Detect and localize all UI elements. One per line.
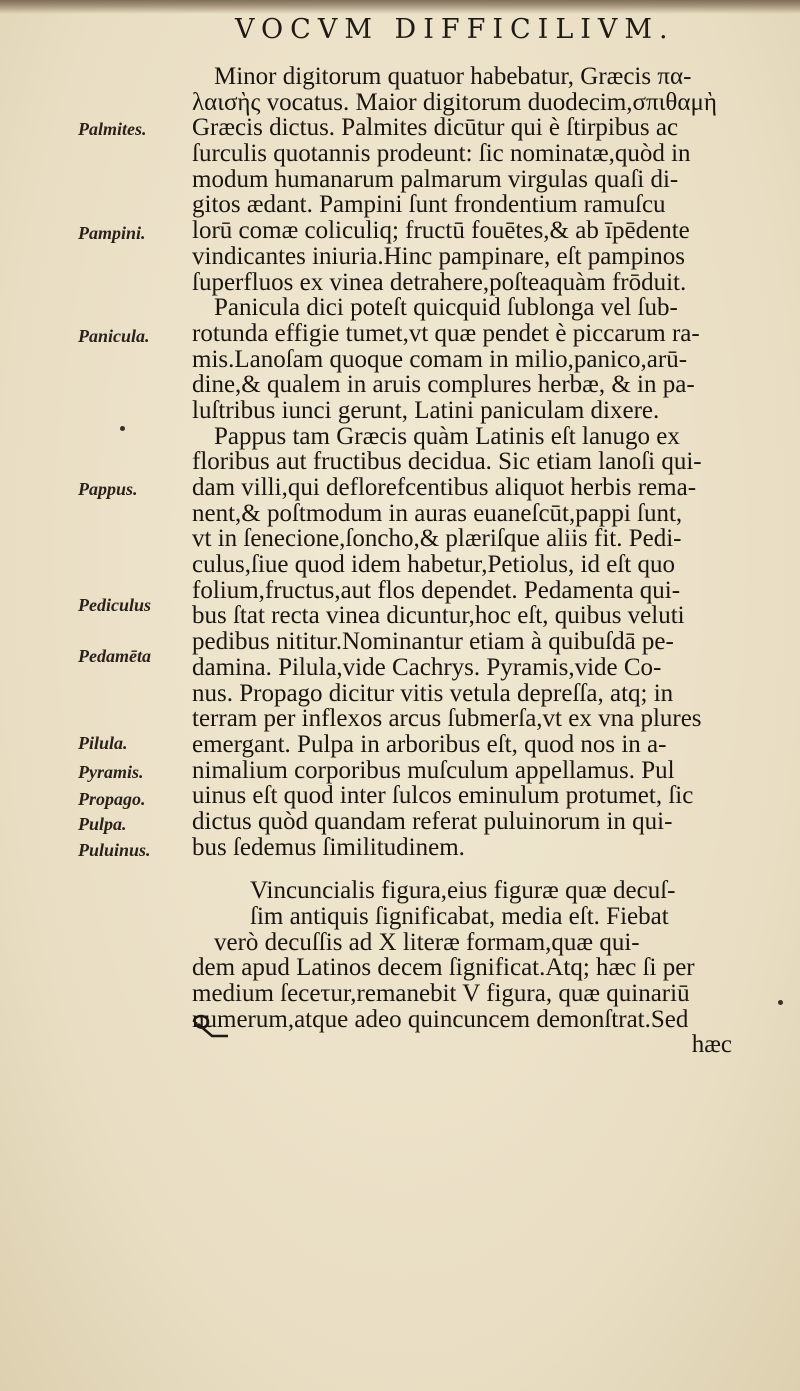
text-line: floribus aut fructibus decidua. Sic etiam lanoſi qui-: [192, 448, 702, 476]
running-head: VOCVM DIFFICILIVM.: [235, 14, 675, 45]
text-line: dam villi,qui deflorefcentibus aliquot herbis rema-: [192, 474, 697, 501]
text-line: nimalium corporibus muſculum appellamus. Pul: [192, 756, 675, 784]
text-line: verò decuſſis ad X literæ formam,quæ qui-: [214, 928, 640, 956]
paragraph-gap: [192, 860, 792, 878]
text-line: ſim antiquis ſignificabat, media eſt. Fiebat: [250, 903, 669, 930]
text-line: dem apud Latinos decem ſignificat.Atq; hæc ſi per: [192, 954, 695, 982]
text-line: Panicula dici poteſt quicquid ſublonga vel ſub-: [214, 294, 678, 322]
text-line: ſurculis quotannis prodeunt: ſic nominatæ,quòd in: [192, 140, 691, 168]
text-line: dine,& qualem in aruis complures herbæ, & in pa-: [192, 371, 695, 399]
text-line: mis.Lanoſam quoque comam in milio,panico,arū-: [192, 345, 688, 373]
text-line: ſuperfluos ex vinea detrahere,poſteaquàm frōduit.: [192, 268, 687, 296]
body-text: [192, 64, 792, 1058]
text-line: folium,fructus,aut flos dependet. Pedamenta qui-: [192, 576, 681, 604]
text-line: nent,& poſtmodum in auras euaneſcūt,pappi ſunt,: [192, 499, 683, 527]
text-line: lorū comæ coliculiq; fructū fouētes,& ab īpēdente: [192, 217, 690, 245]
text-line: rotunda effigie tumet,vt quæ pendet è piccarum ra-: [192, 319, 700, 347]
text-line: λαισὴς vocatus. Maior digitorum duodecim,σπιθαμὴ: [192, 88, 717, 116]
catchword: hæc: [691, 1031, 732, 1059]
text-line: nus. Propago dicitur vitis vetula depreſſa, atq; in: [192, 679, 674, 707]
margin-note-palmites: Palmites.: [78, 119, 147, 139]
text-line: bus ſedemus ſimilitudinem.: [192, 833, 465, 861]
margin-dot: [120, 426, 125, 431]
margin-note-pampini: Pampini.: [78, 223, 146, 243]
margin-note-pappus: Pappus.: [78, 479, 138, 499]
text-line: gitos ædant. Pampini ſunt frondentium ramuſcu: [192, 191, 666, 219]
text-line: vindicantes iniuria.Hinc pampinare, eſt pampinos: [192, 242, 685, 270]
text-line: bus ſtat recta vinea dicuntur,hoc eſt, quibus veluti: [192, 602, 685, 630]
text-line: vt in ſenecione,ſoncho,& plæriſque aliis fit. Pedi-: [192, 525, 682, 553]
margin-note-pulpa: Pulpa.: [78, 814, 127, 834]
text-line: damina. Pilula,vide Cachrys. Pyramis,vide Co-: [192, 653, 662, 681]
text-line: uinus eſt quod inter ſulcos eminulum protumet, ſic: [192, 782, 694, 810]
text-line: Pappus tam Græcis quàm Latinis eſt lanugo ex: [214, 422, 680, 450]
text-line: culus,ſiue quod idem habetur,Petiolus, id eſt quo: [192, 551, 675, 579]
margin-note-puluinus: Puluinus.: [78, 840, 151, 860]
page-top-edge: [0, 0, 800, 14]
margin-note-pedamenta: Pedamēta: [78, 646, 151, 666]
margin-note-panicula: Panicula.: [78, 326, 150, 346]
text-line: Minor digitorum quatuor habebatur, Græcis πα-: [214, 63, 692, 90]
margin-note-pyramis: Pyramis.: [78, 762, 144, 782]
text-line: emergant. Pulpa in arboribus eſt, quod nos in a-: [192, 730, 667, 758]
text-line: modum humanarum palmarum virgulas quaſi di-: [192, 165, 679, 193]
margin-note-pilula: Pilula.: [78, 733, 128, 753]
text-line: numerum,atque adeo quincuncem demonſtrat.Sed: [192, 1005, 689, 1033]
margin-note-pediculus: Pediculus: [78, 595, 152, 615]
text-line: Græcis dictus. Palmites dicūtur qui è ſtirpibus ac: [192, 114, 679, 142]
text-line: terram per inflexos arcus ſubmerſa,vt ex vna plures: [192, 705, 702, 733]
text-line: Vincuncialis figura,eius figuræ quæ decuſ-: [250, 877, 676, 905]
text-line: luſtribus iunci gerunt, Latini paniculam dixere.: [192, 396, 660, 424]
margin-note-propago: Propago.: [78, 789, 146, 809]
text-line: medium ſeceτur,remanebit V figura, quæ quinariū: [192, 980, 690, 1008]
text-line: dictus quòd quandam referat puluinorum in qui-: [192, 807, 673, 835]
text-line: pedibus nititur.Nominantur etiam à quibuſdā pe-: [192, 628, 674, 656]
